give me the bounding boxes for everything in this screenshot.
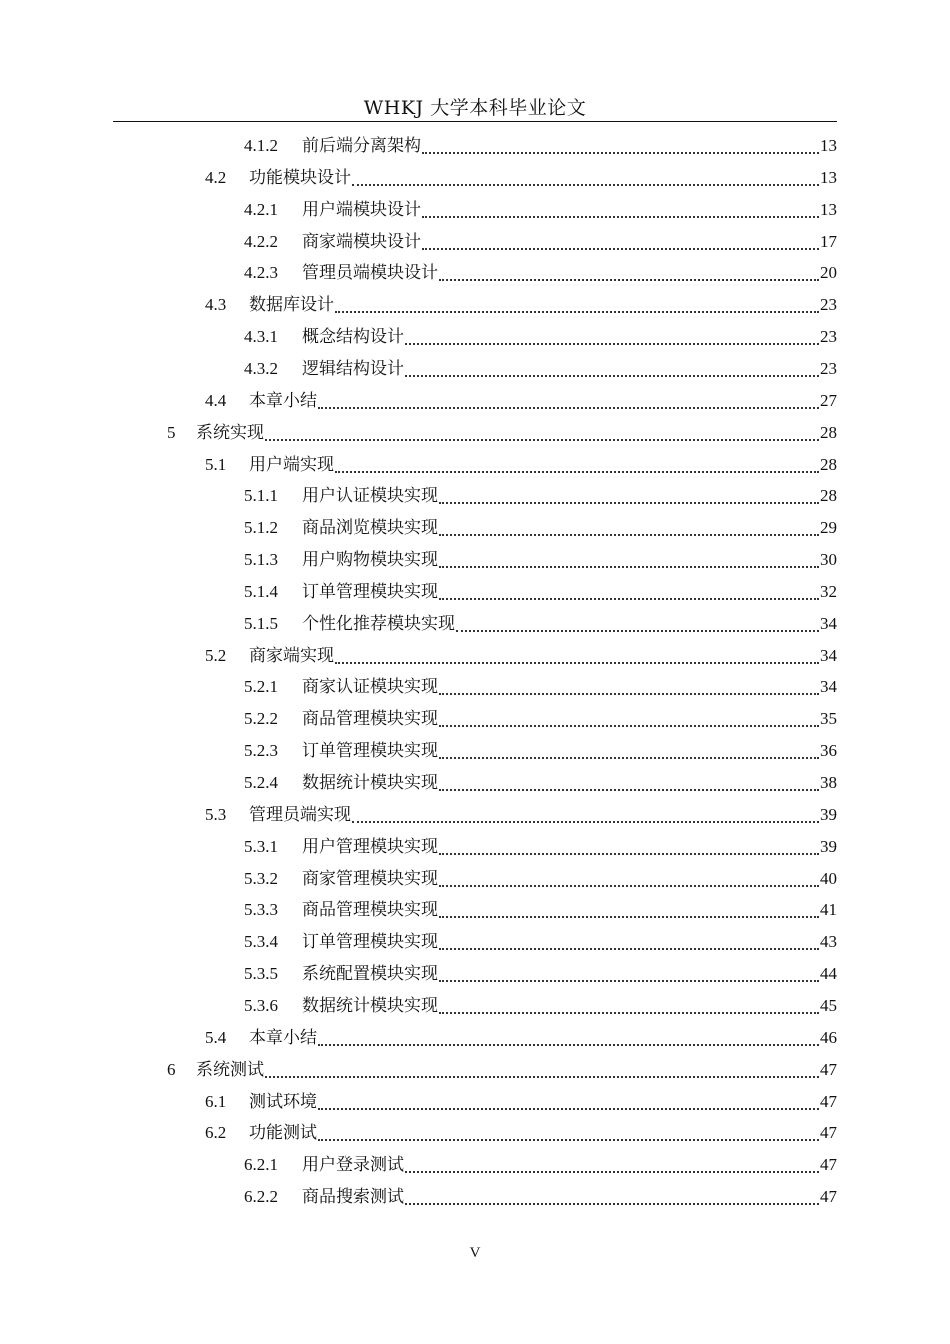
toc-entry-title: 管理员端实现 <box>249 804 351 825</box>
toc-entry[interactable] <box>244 512 837 544</box>
toc-entry-page: 13 <box>820 136 837 155</box>
toc-entry[interactable] <box>244 831 837 863</box>
toc-dot-leader <box>405 342 819 345</box>
toc-entry-number: 6.2.2 <box>244 1187 278 1207</box>
toc-dot-leader <box>422 151 819 154</box>
toc-entry-title: 用户认证模块实现 <box>302 486 438 507</box>
toc-entry[interactable] <box>244 226 837 258</box>
toc-entry-number: 5.1.1 <box>244 486 278 506</box>
toc-entry-page: 28 <box>820 422 837 442</box>
toc-entry[interactable] <box>244 671 837 703</box>
toc-entry-number: 5.1 <box>205 454 227 474</box>
toc-dot-leader <box>318 1138 819 1141</box>
toc-entry-title: 用户端实现 <box>249 454 334 475</box>
toc-dot-leader <box>439 915 819 918</box>
toc-entry-title: 系统实现 <box>196 422 264 443</box>
toc-entry-page: 17 <box>820 231 837 251</box>
toc-entry-title: 数据统计模块实现 <box>302 995 438 1016</box>
toc-dot-leader <box>405 1170 819 1173</box>
toc-entry-page: 35 <box>820 709 837 729</box>
page-header-title: WHKJ 大学本科毕业论文 <box>363 97 587 119</box>
toc-entry[interactable] <box>244 544 837 576</box>
toc-entry-number: 5 <box>167 422 176 442</box>
toc-entry-number: 4.2 <box>205 167 227 187</box>
toc-entry-title: 测试环境 <box>249 1091 317 1112</box>
toc-entry-title: 数据统计模块实现 <box>302 773 438 793</box>
toc-entry[interactable] <box>205 1022 837 1054</box>
toc-entry-page: 34 <box>820 645 837 665</box>
toc-entry-page: 20 <box>820 263 837 283</box>
toc-entry[interactable] <box>205 162 837 194</box>
toc-entry-title: 个性化推荐模块实现 <box>302 613 455 634</box>
toc-entry-title: 商品管理模块实现 <box>302 709 438 730</box>
toc-entry-title: 商品搜索测试 <box>302 1187 404 1208</box>
toc-dot-leader <box>318 1107 819 1110</box>
toc-entry-page: 41 <box>820 900 837 920</box>
toc-entry-page: 47 <box>820 1091 837 1111</box>
toc-dot-leader <box>439 979 819 982</box>
toc-entry-number: 4.3 <box>205 295 227 315</box>
toc-entry[interactable] <box>167 1054 837 1086</box>
toc-entry-number: 6.2 <box>205 1123 227 1143</box>
header-divider <box>113 121 837 122</box>
toc-entry-title: 概念结构设计 <box>302 327 404 348</box>
toc-entry[interactable] <box>244 863 837 895</box>
toc-entry-title: 数据库设计 <box>249 295 334 316</box>
toc-dot-leader <box>439 724 819 727</box>
toc-entry-page: 43 <box>820 932 837 952</box>
toc-entry-title: 本章小结 <box>249 1027 317 1048</box>
toc-entry[interactable] <box>244 958 837 990</box>
toc-entry-number: 4.3.2 <box>244 358 278 378</box>
toc-entry-number: 4.2.2 <box>244 231 278 251</box>
toc-entry-page: 47 <box>820 1123 837 1143</box>
toc-entry-title: 系统测试 <box>196 1059 264 1080</box>
toc-entry-number: 4.1.2 <box>244 136 278 155</box>
toc-entry-title: 用户端模块设计 <box>302 199 421 220</box>
toc-entry-title: 前后端分离架构 <box>302 136 421 156</box>
toc-dot-leader <box>335 310 819 313</box>
toc-entry-title: 商家认证模块实现 <box>302 677 438 698</box>
toc-entry[interactable] <box>244 1181 837 1213</box>
toc-entry[interactable] <box>244 926 837 958</box>
toc-entry-number: 5.1.5 <box>244 613 278 633</box>
toc-entry[interactable] <box>244 894 837 926</box>
toc-entry-number: 4.4 <box>205 390 227 410</box>
toc-entry-title: 系统配置模块实现 <box>302 964 438 985</box>
toc-entry[interactable] <box>205 799 837 831</box>
toc-entry-title: 订单管理模块实现 <box>302 741 438 762</box>
toc-entry-page: 28 <box>820 454 837 474</box>
toc-dot-leader <box>439 947 819 950</box>
toc-entry[interactable] <box>244 1149 837 1181</box>
toc-entry-page: 23 <box>820 327 837 347</box>
toc-dot-leader <box>439 692 819 695</box>
toc-dot-leader <box>318 1043 819 1046</box>
toc-entry-title: 商家管理模块实现 <box>302 868 438 889</box>
toc-entry-page: 47 <box>820 1059 837 1079</box>
toc-entry-title: 商品管理模块实现 <box>302 900 438 921</box>
toc-entry-number: 5.2 <box>205 645 227 665</box>
toc-entry-number: 5.1.2 <box>244 518 278 538</box>
toc-dot-leader <box>456 629 819 632</box>
toc-entry-title: 功能测试 <box>249 1123 317 1144</box>
toc-entry[interactable] <box>205 1086 837 1118</box>
toc-entry-page: 29 <box>820 518 837 538</box>
toc-entry[interactable] <box>244 353 837 385</box>
toc-entry-title: 商家端实现 <box>249 645 334 666</box>
toc-entry[interactable] <box>244 480 837 512</box>
toc-entry-page: 40 <box>820 868 837 888</box>
toc-dot-leader <box>439 788 819 791</box>
toc-entry-number: 5.4 <box>205 1027 227 1047</box>
toc-entry-number: 5.2.2 <box>244 709 278 729</box>
toc-entry[interactable] <box>244 767 837 799</box>
toc-entry-page: 30 <box>820 550 837 570</box>
toc-entry-page: 39 <box>820 804 837 824</box>
page-number: V <box>469 1245 481 1261</box>
toc-entry-number: 6 <box>167 1059 176 1079</box>
toc-entry-title: 用户管理模块实现 <box>302 836 438 857</box>
toc-entry[interactable] <box>244 735 837 767</box>
toc-entry[interactable] <box>205 289 837 321</box>
toc-entry[interactable] <box>244 703 837 735</box>
toc-entry-title: 用户购物模块实现 <box>302 550 438 571</box>
toc-dot-leader <box>318 406 819 409</box>
toc-entry-page: 46 <box>820 1027 837 1047</box>
toc-dot-leader <box>439 756 819 759</box>
toc-dot-leader <box>335 470 819 473</box>
toc-entry-title: 管理员端模块设计 <box>302 263 438 284</box>
toc-entry[interactable] <box>205 385 837 417</box>
toc-dot-leader <box>422 215 819 218</box>
toc-entry-number: 5.1.4 <box>244 581 278 601</box>
toc-entry-page: 23 <box>820 358 837 378</box>
toc-entry-page: 39 <box>820 836 837 856</box>
toc-entry[interactable] <box>205 640 837 672</box>
toc-entry-page: 36 <box>820 741 837 761</box>
toc-dot-leader <box>335 661 819 664</box>
toc-entry-number: 6.2.1 <box>244 1155 278 1175</box>
toc-entry[interactable] <box>167 417 837 449</box>
toc-entry[interactable] <box>244 576 837 608</box>
toc-entry-title: 订单管理模块实现 <box>302 932 438 953</box>
toc-entry-page: 27 <box>820 390 837 410</box>
toc-entry-number: 4.2.1 <box>244 199 278 219</box>
toc-entry-page: 38 <box>820 773 837 792</box>
toc-entry-title: 商家端模块设计 <box>302 231 421 252</box>
toc-entry-number: 5.3.1 <box>244 836 278 856</box>
toc-entry[interactable] <box>244 608 837 640</box>
toc-entry-page: 13 <box>820 199 837 219</box>
toc-dot-leader <box>439 597 819 600</box>
toc-entry-number: 6.1 <box>205 1091 227 1111</box>
toc-entry-page: 34 <box>820 613 837 633</box>
toc-entry-page: 23 <box>820 295 837 315</box>
toc-entry[interactable] <box>244 257 837 289</box>
toc-entry-title: 本章小结 <box>249 390 317 411</box>
toc-entry-page: 44 <box>820 964 837 984</box>
toc-dot-leader <box>422 247 819 250</box>
toc-entry[interactable] <box>244 130 837 162</box>
toc-entry[interactable] <box>244 990 837 1022</box>
toc-entry-title: 订单管理模块实现 <box>302 581 438 602</box>
toc-entry-number: 5.2.4 <box>244 773 278 792</box>
toc-entry[interactable] <box>205 449 837 481</box>
toc-entry-number: 5.3 <box>205 804 227 824</box>
toc-dot-leader <box>405 374 819 377</box>
toc-dot-leader <box>265 438 819 441</box>
toc-entry[interactable] <box>244 321 837 353</box>
toc-dot-leader <box>405 1202 819 1205</box>
toc-entry-number: 5.3.2 <box>244 868 278 888</box>
toc-dot-leader <box>439 533 819 536</box>
toc-dot-leader <box>439 565 819 568</box>
toc-entry-number: 5.3.3 <box>244 900 278 920</box>
toc-dot-leader <box>439 278 819 281</box>
toc-entry[interactable] <box>205 1117 837 1149</box>
toc-entry-number: 5.3.6 <box>244 995 278 1015</box>
toc-entry-number: 5.3.4 <box>244 932 278 952</box>
toc-entry-page: 47 <box>820 1187 837 1207</box>
toc-entry[interactable] <box>244 194 837 226</box>
toc-dot-leader <box>439 884 819 887</box>
toc-entry-number: 4.3.1 <box>244 327 278 347</box>
toc-entry-page: 47 <box>820 1155 837 1175</box>
toc-entry-title: 用户登录测试 <box>302 1155 404 1176</box>
toc-entry-number: 5.1.3 <box>244 550 278 570</box>
toc-dot-leader <box>352 183 819 186</box>
toc-dot-leader <box>265 1075 819 1078</box>
toc-entry-page: 28 <box>820 486 837 506</box>
toc-entry-number: 4.2.3 <box>244 263 278 283</box>
toc-entry-page: 32 <box>820 581 837 601</box>
toc-entry-number: 5.2.3 <box>244 741 278 761</box>
toc-entry-title: 功能模块设计 <box>249 167 351 188</box>
toc-entry-title: 商品浏览模块实现 <box>302 518 438 539</box>
toc-entry-title: 逻辑结构设计 <box>302 358 404 379</box>
toc-entry-number: 5.2.1 <box>244 677 278 697</box>
toc-dot-leader <box>352 820 819 823</box>
toc-dot-leader <box>439 501 819 504</box>
toc-dot-leader <box>439 852 819 855</box>
toc-entry-page: 34 <box>820 677 837 697</box>
toc-entry-number: 5.3.5 <box>244 964 278 984</box>
toc-dot-leader <box>439 1011 819 1014</box>
toc-entry-page: 45 <box>820 995 837 1015</box>
toc-entry-page: 13 <box>820 167 837 187</box>
